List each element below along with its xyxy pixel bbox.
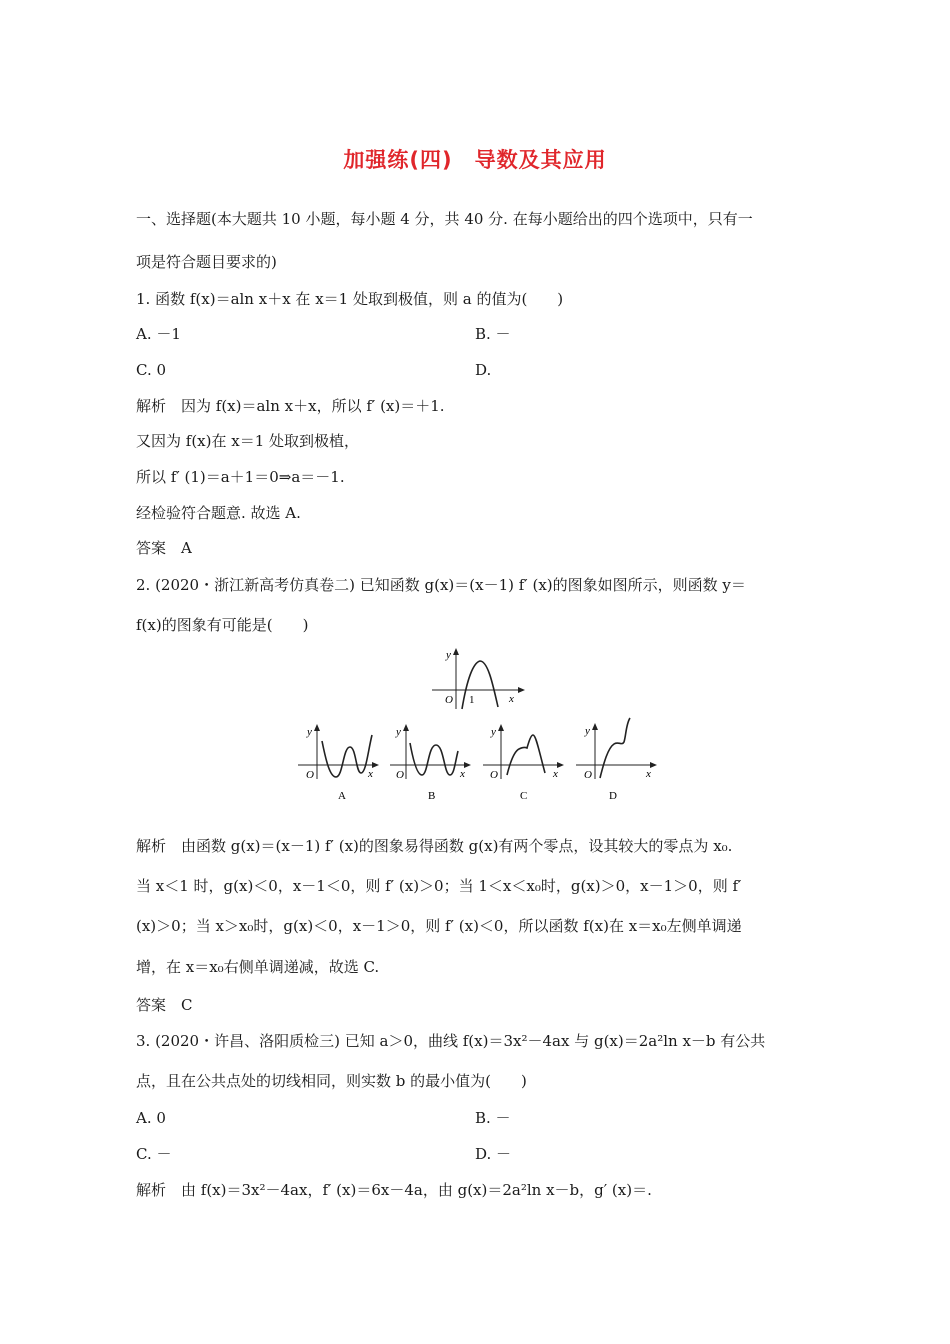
q1-option-b: B. －: [475, 325, 511, 343]
q2-analysis-line: (x)＞0；当 x＞x₀时，g(x)＜0，x－1＞0，则 f′ (x)＜0，所以函数 f(x)在 x＝x₀左侧单调递: [136, 917, 742, 935]
g-graph-x-label: x: [509, 693, 514, 705]
option-graph-b-label: B: [428, 790, 436, 802]
q2-analysis-line: 当 x＜1 时，g(x)＜0，x－1＜0，则 f′ (x)＞0；当 1＜x＜x₀时，g(x)＞0，x－1＞0，则 f′: [136, 877, 742, 895]
q3-option-c: C. －: [136, 1145, 172, 1163]
g-graph-figure: [430, 645, 525, 715]
g-graph-y-label: y: [446, 649, 451, 661]
q2-answer: 答案 C: [136, 996, 193, 1014]
section-instructions-line-1: 一、选择题(本大题共 10 小题，每小题 4 分，共 40 分. 在每小题给出的四个选项中，只有一: [136, 210, 753, 228]
option-graph-c-x-label: x: [553, 768, 558, 780]
q2-analysis-line: 解析 由函数 g(x)＝(x－1) f′ (x)的图象易得函数 g(x)有两个零点，设其较大的零点为 x₀.: [136, 837, 733, 855]
q1-option-c: C. 0: [136, 361, 167, 379]
g-graph-origin-label: O: [445, 694, 453, 706]
q2-stem-line-1: 2. (2020・浙江新高考仿真卷二) 已知函数 g(x)＝(x－1) f′ (x)的图象如图所示，则函数 y＝: [136, 576, 746, 594]
q2-stem-line-2: f(x)的图象有可能是( ): [136, 616, 309, 634]
option-graph-d-label: D: [609, 790, 617, 802]
option-graph-d: [574, 712, 664, 807]
option-graph-d-x-label: x: [646, 768, 651, 780]
q1-option-d: D.: [475, 361, 492, 379]
option-graph-b-x-label: x: [460, 768, 465, 780]
q1-option-a: A. －1: [136, 325, 181, 343]
page-title: 加强练(四) 导数及其应用: [343, 148, 607, 172]
option-graph-a: [296, 721, 386, 807]
option-graph-b-origin: O: [396, 769, 404, 781]
q1-answer: 答案 A: [136, 539, 192, 557]
q1-analysis-line: 经检验符合题意. 故选 A.: [136, 504, 301, 522]
option-graph-a-label: A: [338, 790, 346, 802]
g-graph-one-label: 1: [469, 694, 475, 706]
q3-stem-line-1: 3. (2020・许昌、洛阳质检三) 已知 a＞0，曲线 f(x)＝3x²－4ax 与 g(x)＝2a²ln x－b 有公共: [136, 1032, 766, 1050]
q1-analysis-line: 解析 因为 f(x)＝aln x＋x，所以 f′ (x)＝＋1.: [136, 397, 445, 415]
option-graph-c-label: C: [520, 790, 528, 802]
option-graph-c: [481, 721, 571, 807]
option-graph-b: [388, 721, 478, 807]
option-graph-a-y-label: y: [307, 726, 312, 738]
option-graph-a-origin: O: [306, 769, 314, 781]
option-graph-c-origin: O: [490, 769, 498, 781]
q1-analysis-line: 所以 f′ (1)＝a＋1＝0⇒a＝－1.: [136, 468, 345, 486]
option-graph-b-y-label: y: [396, 726, 401, 738]
section-instructions-line-2: 项是符合题目要求的): [136, 253, 277, 271]
q3-option-a: A. 0: [136, 1109, 166, 1127]
option-graph-a-x-label: x: [368, 768, 373, 780]
q3-stem-line-2: 点，且在公共点处的切线相同，则实数 b 的最小值为( ): [136, 1072, 527, 1090]
q3-analysis: 解析 由 f(x)＝3x²－4ax，f′ (x)＝6x－4a，由 g(x)＝2a²ln x－b，g′ (x)＝.: [136, 1181, 652, 1199]
q1-analysis-line: 又因为 f(x)在 x＝1 处取到极植，: [136, 432, 360, 450]
option-graph-d-origin: O: [584, 769, 592, 781]
q3-option-b: B. －: [475, 1109, 511, 1127]
option-graph-d-y-label: y: [585, 725, 590, 737]
q2-analysis-line: 增，在 x＝x₀右侧单调递减，故选 C.: [136, 958, 380, 976]
q1-stem: 1. 函数 f(x)＝aln x＋x 在 x＝1 处取到极值，则 a 的值为( ): [136, 290, 564, 308]
option-graph-c-y-label: y: [491, 726, 496, 738]
q3-option-d: D. －: [475, 1145, 512, 1163]
